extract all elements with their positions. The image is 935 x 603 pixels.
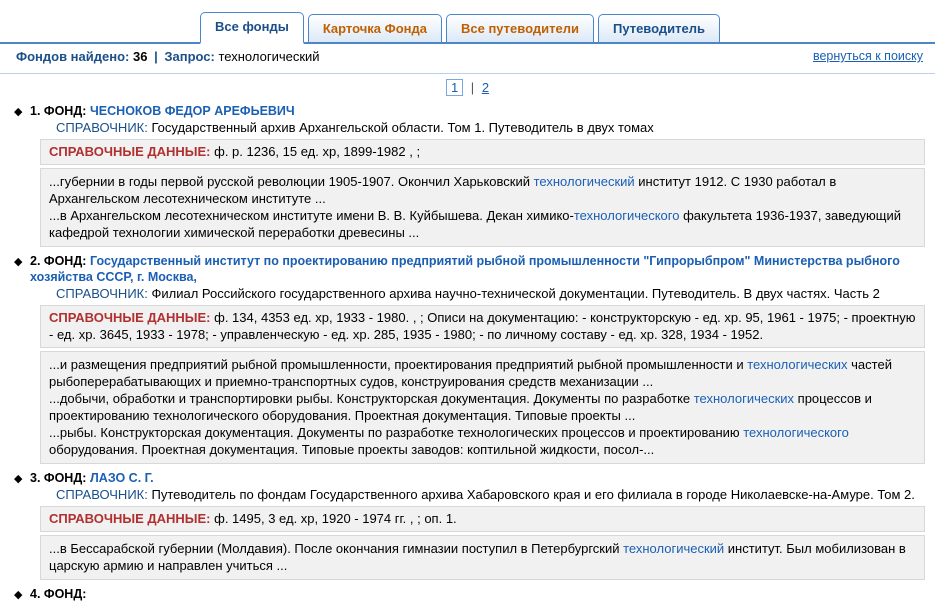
page-divider: | — [470, 80, 475, 95]
fond-name-link[interactable]: ЧЕСНОКОВ ФЕДОР АРЕФЬЕВИЧ — [90, 104, 295, 118]
record-header — [14, 586, 925, 602]
tab-list — [200, 10, 720, 42]
guide-label: СПРАВОЧНИК: — [56, 120, 148, 135]
result-record — [14, 586, 925, 602]
snippet-text: институт. Был мобилизован в царскую армию и направлен учиться ... — [49, 541, 906, 573]
guide-value: Государственный архив Архангельской области. Том 1. Путеводитель в двух томах — [151, 120, 654, 135]
reference-data-label: СПРАВОЧНЫЕ ДАННЫЕ: — [49, 310, 211, 325]
reference-data-value: ф. р. 1236, 15 ед. хр, 1899-1982 , ; — [214, 144, 421, 159]
snippet-text: ...в Архангельском лесотехническом институте имени В. В. Куйбышева. Декан химико- — [49, 208, 574, 223]
fond-name-link[interactable]: Государственный институт по проектированию предприятий рыбной промышленности "Гипрорыбпром" Министерства рыбного хозяйства СССР, г. Москва, — [30, 254, 900, 284]
snippet-box — [40, 535, 925, 580]
snippet — [49, 540, 916, 574]
snippet-text: ...добычи, обработки и транспортировки рыбы. Конструкторская документация. Документы по разработке — [49, 391, 694, 406]
found-count: 36 — [133, 49, 148, 64]
tab-all-fonds[interactable]: Все фонды — [200, 12, 304, 44]
snippet — [49, 390, 916, 424]
highlighted-term: технологического — [743, 425, 849, 440]
results-info-bar — [0, 44, 935, 74]
results-list — [0, 99, 935, 602]
guide-label: СПРАВОЧНИК: — [56, 286, 148, 301]
highlighted-term: технологического — [573, 208, 680, 223]
snippet — [49, 424, 916, 458]
guide-line — [14, 486, 925, 503]
snippet — [49, 173, 916, 207]
record-index-label: 4. ФОНД: — [30, 587, 87, 601]
tab-all-guides[interactable]: Все путеводители — [446, 14, 594, 42]
page-link-2[interactable]: 2 — [481, 80, 490, 95]
snippet-box — [40, 168, 925, 247]
reference-data-box — [40, 506, 925, 532]
highlighted-term: технологический — [533, 174, 635, 189]
result-record — [14, 103, 925, 247]
guide-value: Филиал Российского государственного архива научно-технической документации. Путеводитель. В двух частях. Часть 2 — [151, 286, 880, 301]
highlighted-term: технологический — [623, 541, 725, 556]
reference-data-label: СПРАВОЧНЫЕ ДАННЫЕ: — [49, 144, 211, 159]
pagination — [0, 74, 935, 99]
record-index-label: 3. ФОНД: — [30, 471, 87, 485]
reference-data-box — [40, 139, 925, 165]
snippet-text: ...рыбы. Конструкторская документация. Документы по разработке технологических процессов и проектированию — [49, 425, 744, 440]
bullet-icon: ◆ — [14, 256, 23, 268]
query-label: Запрос: — [164, 49, 215, 64]
snippet — [49, 207, 916, 241]
result-record — [14, 253, 925, 464]
back-to-search-link[interactable]: вернуться к поиску — [812, 49, 923, 63]
guide-value: Путеводитель по фондам Государственного архива Хабаровского края и его филиала в городе Николаевске-на-Амуре. Том 2. — [151, 487, 915, 502]
bullet-icon: ◆ — [14, 589, 23, 601]
record-index-label: 2. ФОНД: — [30, 254, 87, 268]
guide-line — [14, 285, 925, 302]
tab-fond-card[interactable]: Карточка Фонда — [308, 14, 442, 42]
found-label: Фондов найдено: — [16, 49, 130, 64]
reference-data-label: СПРАВОЧНЫЕ ДАННЫЕ: — [49, 511, 211, 526]
reference-data-box — [40, 305, 925, 348]
record-header — [14, 103, 925, 119]
snippet-box — [40, 351, 925, 464]
snippet-text: ...губернии в годы первой русской революции 1905-1907. Окончил Харьковский — [49, 174, 534, 189]
bullet-icon: ◆ — [14, 106, 23, 118]
query-value: технологический — [218, 49, 320, 64]
snippet-text: оборудования. Проектная документация. Типовые проекты заводов: коптильной жидкости, посол-... — [49, 442, 655, 457]
reference-data-value: ф. 134, 4353 ед. хр, 1933 - 1980. , ; Описи на документацию: - конструкторскую - ед. хр. 95, 1961 - 1975; - проектную - ед. хр. 3645, 1933 - 1978; - управленческую - ед. хр. 285, 1935 - 1980; - по личному составу - ед. хр. 328, 1934 - 1952. — [49, 310, 916, 342]
highlighted-term: технологических — [747, 357, 848, 372]
page-current[interactable]: 1 — [446, 79, 463, 96]
tab-bar — [0, 0, 935, 44]
reference-data-value: ф. 1495, 3 ед. хр, 1920 - 1974 гг. , ; оп. 1. — [214, 511, 457, 526]
info-separator: | — [154, 49, 158, 64]
highlighted-term: технологических — [693, 391, 795, 406]
snippet — [49, 356, 916, 390]
guide-label: СПРАВОЧНИК: — [56, 487, 148, 502]
fond-name-link[interactable]: ЛАЗО С. Г. — [90, 471, 154, 485]
snippet-text: процессов и проектированию технологического оборудования. Проектная документация. Типовые проекты ... — [49, 391, 872, 423]
snippet-text: частей рыбоперерабатывающих и приемно-транспортных судов, конструирования средств механизации ... — [49, 357, 892, 389]
snippet-text: ...и размещения предприятий рыбной промышленности, проектирования предприятий рыбной промышленности и — [49, 357, 748, 372]
record-index-label: 1. ФОНД: — [30, 104, 87, 118]
snippet-text: ...в Бессарабской губернии (Молдавия). После окончания гимназии поступил в Петербургский — [49, 541, 624, 556]
bullet-icon: ◆ — [14, 473, 23, 485]
guide-line — [14, 119, 925, 136]
snippet-text: институт 1912. С 1930 работал в Архангельском лесотехническом институте ... — [49, 174, 837, 206]
tab-guide[interactable]: Путеводитель — [598, 14, 720, 42]
snippet-text: факультета 1936-1937, заведующий кафедрой технологии химической переработки древесины ... — [49, 208, 901, 240]
record-header — [14, 253, 925, 285]
record-header — [14, 470, 925, 486]
result-record — [14, 470, 925, 580]
